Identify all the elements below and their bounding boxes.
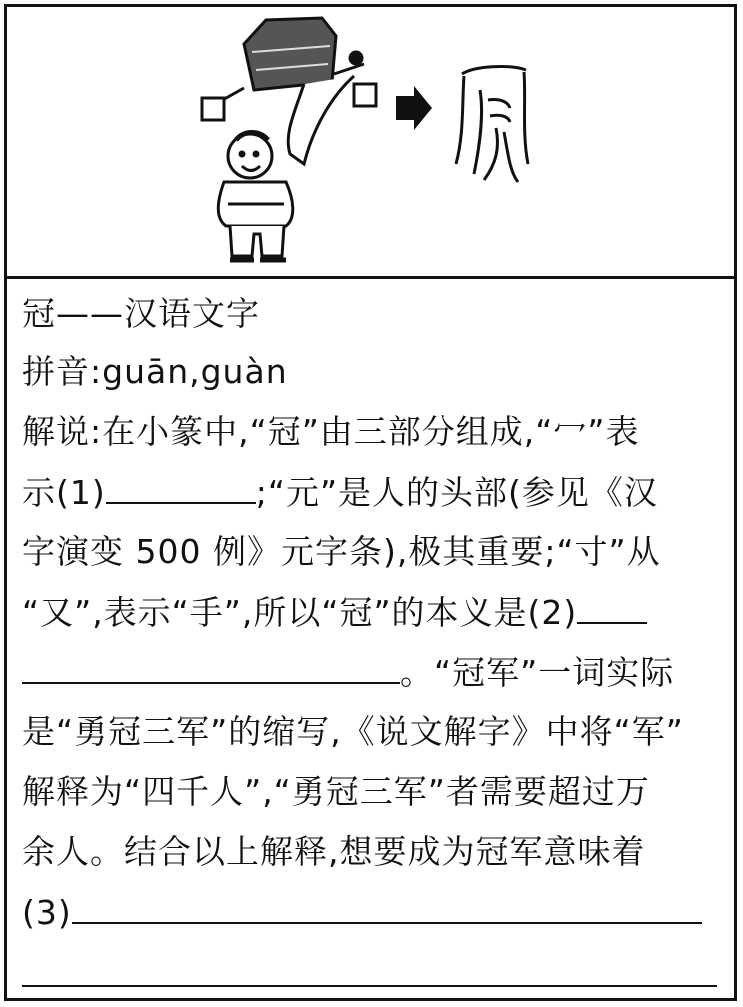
explain-line-1: 解说:在小篆中,“冠”由三部分组成,“冖”表 [22,412,640,451]
seal-script-guan-icon [456,67,528,182]
explain-line-7: 解释为“四千人”,“勇冠三军”者需要超过万 [22,772,650,811]
blank-label-1: 示(1) [22,473,106,512]
entry-title-line: 冠——汉语文字 [22,294,260,333]
answer-blank-2-start[interactable] [577,592,647,624]
answer-blank-3-start[interactable] [72,892,702,924]
figure-with-hat-icon [202,18,376,260]
explain-line-5-text: 。“冠军”一词实际 [400,653,675,692]
illustration [4,4,737,276]
explain-line-9 [22,892,722,933]
answer-blank-1[interactable] [106,472,256,504]
explain-line-4-text: “又”,表示“手”,所以“冠”的本义是(2) [22,593,578,632]
arrow-right-icon [396,86,432,130]
explain-line-3: 字演变 500 例》元字条),极其重要;“寸”从 [22,532,661,571]
explain-line-4 [22,592,722,633]
explain-line-8: 余人。结合以上解释,想要成为冠军意味着 [22,832,646,871]
answer-blank-2-end[interactable] [22,652,400,684]
explain-line-5 [22,652,722,693]
explain-line-2-rest: ;“元”是人的头部(参见《汉 [255,473,658,512]
pinyin-line: 拼音:guān,guàn [22,352,288,391]
explain-line-6: 是“勇冠三军”的缩写,《说文解字》中将“军” [22,712,684,751]
explain-line-2 [22,472,722,513]
answer-blank-3-end[interactable] [22,985,717,987]
blank-label-3: (3) [22,893,72,932]
section-divider [4,276,737,279]
